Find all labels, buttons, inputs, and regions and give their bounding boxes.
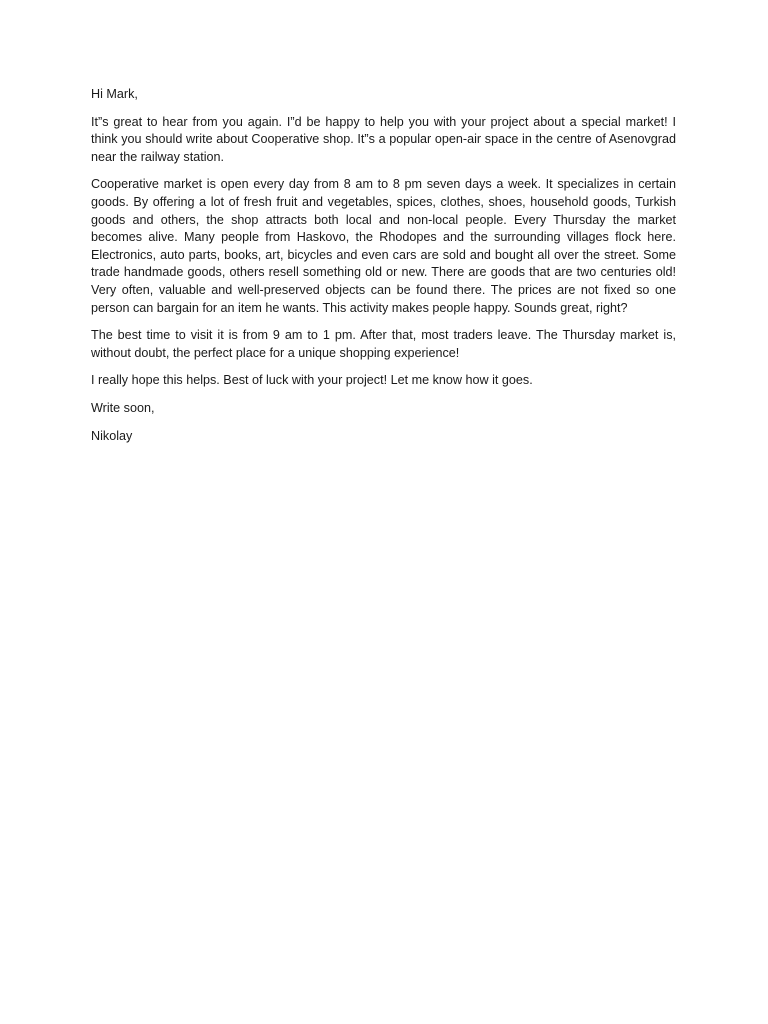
letter-paragraph-market-description: Cooperative market is open every day from 8 am to 8 pm seven days a week. It specializes in certain goods. By offering a lot of fresh fruit and vegetables, spices, clothes, shoes, household goods, Turkish goods and others, the shop attracts both local and non-local people. Every Thursday the market becomes alive. Many people from Haskovo, the Rhodopes and the surrounding villages flock here. Electronics, auto parts, books, art, bicycles and even cars are sold and bought all over the street. Some trade handmade goods, others resell something old or new. There are goods that are two centuries old! Very often, valuable and well-preserved objects can be found there. The prices are not fixed so one person can bargain for an item he wants. This activity makes people happy. Sounds great, right? [91,177,676,315]
letter-greeting: Hi Mark, [91,87,138,101]
letter-signature: Nikolay [91,428,133,443]
letter-paragraph-visit-time: The best time to visit it is from 9 am to 1 pm. After that, most traders leave. The Thursday market is, without doubt, the perfect place for a unique shopping experience! [91,328,676,360]
letter-paragraph-intro: It”s great to hear from you again. I”d be happy to help you with your project about a special market! I think you should write about Cooperative shop. It”s a popular open-air space in the centre of Asenovgrad near the railway station. [91,114,676,164]
letter-closing: Write soon, [91,400,155,415]
letter-paragraph-wishes: I really hope this helps. Best of luck with your project! Let me know how it goes. [91,373,533,388]
letter-body [91,86,676,455]
